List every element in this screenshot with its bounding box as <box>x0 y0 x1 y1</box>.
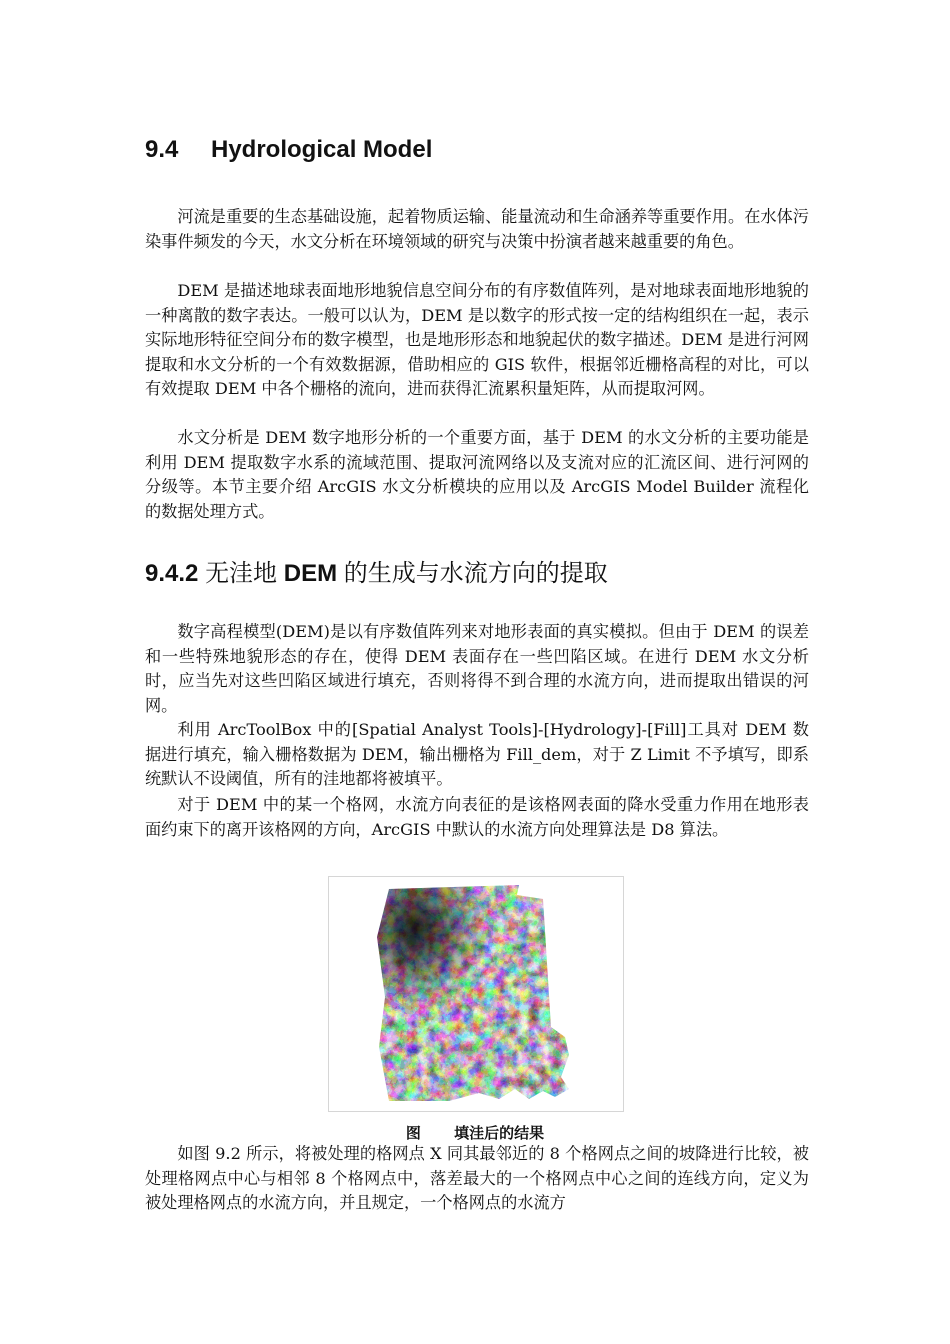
sub-paragraph-2: 利用 ArcToolBox 中的[Spatial Analyst Tools]-[Hydrology]-[Fill]工具对 DEM 数据进行填充，输入栅格数据为 DEM，输出栅格为 Fill_dem，对于 Z Limit 不予填写，即系统默认不设阈值，所有的洼地都将被填平。 <box>145 720 809 788</box>
section-number: 9.4 <box>145 136 179 163</box>
intro-paragraph-1: 河流是重要的生态基础设施，起着物质运输、能量流动和生命涵养等重要作用。在水体污染事件频发的今天，水文分析在环境领域的研究与决策中扮演者越来越重要的角色。 <box>145 207 809 251</box>
dem-terrain <box>369 877 579 1111</box>
subsection-number: 9.4.2 <box>145 560 199 587</box>
subsection-title-dem: DEM <box>283 560 338 587</box>
subsection-heading <box>145 553 608 588</box>
after-figure-paragraph: 如图 9.2 所示，将被处理的格网点 X 同其最邻近的 8 个格网点之间的坡降进行比较，被处理格网点中心与相邻 8 个格网点中，落差最大的一个格网点中心之间的连线方向，定义为被处理格网点的水流方向，并且规定，一个格网点的水流方 <box>145 1144 809 1212</box>
figure-caption <box>0 1122 950 1143</box>
section-heading <box>145 136 432 164</box>
section-title: Hydrological Model <box>211 136 433 163</box>
sub-paragraph-1: 数字高程模型(DEM)是以有序数值阵列来对地形表面的真实模拟。但由于 DEM 的误差和一些特殊地貌形态的存在，使得 DEM 表面存在一些凹陷区域。在进行 DEM 水文分析时，应当先对这些凹陷区域进行填充，否则将得不到合理的水流方向，进而提取出错误的河网。 <box>145 622 809 715</box>
subsection-title-pre: 无洼地 <box>205 559 278 587</box>
dem-raster-image <box>329 877 623 1111</box>
intro-paragraph-3: 水文分析是 DEM 数字地形分析的一个重要方面，基于 DEM 的水文分析的主要功能是利用 DEM 提取数字水系的流域范围、提取河流网络以及支流对应的汇流区间、进行河网的分级等。本节主要介绍 ArcGIS 水文分析模块的应用以及 ArcGIS Model Builder 流程化的数据处理方式。 <box>145 428 809 521</box>
subsection-title-post: 的生成与水流方向的提取 <box>343 559 608 587</box>
figure-caption-label: 图 <box>405 1125 421 1142</box>
figure-caption-text: 填洼后的结果 <box>454 1125 545 1142</box>
filled-dem-figure <box>328 876 624 1112</box>
sub-paragraph-3: 对于 DEM 中的某一个格网，水流方向表征的是该格网表面的降水受重力作用在地形表面约束下的离开该格网的方向，ArcGIS 中默认的水流方向处理算法是 D8 算法。 <box>145 795 809 839</box>
intro-paragraph-2: DEM 是描述地球表面地形地貌信息空间分布的有序数值阵列，是对地球表面地形地貌的一种离散的数字表达。一般可以认为，DEM 是以数字的形式按一定的结构组织在一起，表示实际地形特征空间分布的数字模型，也是地形形态和地貌起伏的数字描述。DEM 是进行河网提取和水文分析的一个有效数据源，借助相应的 GIS 软件，根据邻近栅格高程的对比，可以有效提取 DEM 中各个栅格的流向，进而获得汇流累积量矩阵，从而提取河网。 <box>145 281 809 398</box>
